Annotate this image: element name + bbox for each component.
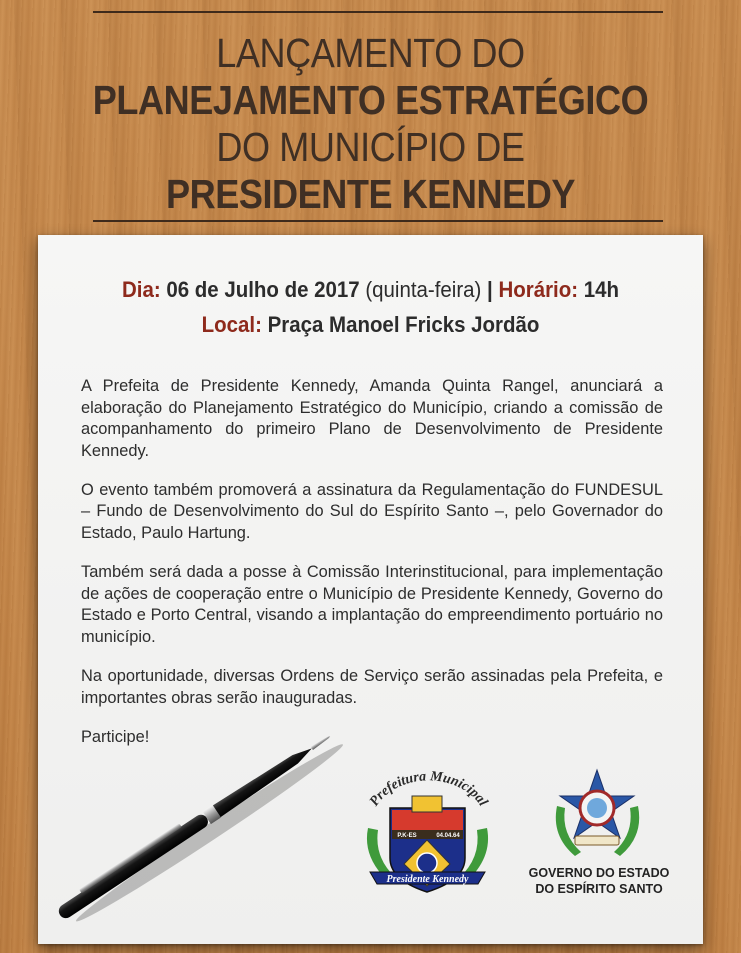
paragraph: Na oportunidade, diversas Ordens de Serviço serão assinadas pela Prefeita, e importantes obras serão inauguradas. <box>81 667 663 707</box>
place-label: Local: <box>201 312 262 337</box>
time-label: Horário: <box>498 277 579 302</box>
participe-text: Participe! <box>81 727 150 746</box>
day-label: Dia: <box>121 277 161 302</box>
governo-caption <box>520 865 678 897</box>
day-value: 06 de Julho de 2017 <box>166 277 360 302</box>
time-value: 14h <box>583 277 619 302</box>
separator: | <box>487 277 493 302</box>
place-value: Praça Manoel Fricks Jordão <box>267 312 540 337</box>
title-line-3: DO MUNICÍPIO DE <box>216 124 525 170</box>
weekday: (quinta-feira) <box>365 277 482 302</box>
title-line-4: PRESIDENTE KENNEDY <box>165 171 576 217</box>
prefeitura-code: P.K-ES <box>397 833 417 839</box>
paragraph: O evento também promoverá a assinatura da Regulamentação do FUNDESUL – Fundo de Desenvolvimento do Sul do Espírito Santo –, pelo Governador do Estado, Paulo Hartung. <box>81 480 663 543</box>
title-line-2: PLANEJAMENTO ESTRATÉGICO <box>92 77 649 123</box>
title-line-1: LANÇAMENTO DO <box>216 30 525 76</box>
governo-logo <box>545 766 650 866</box>
governo-line-2: DO ESPÍRITO SANTO <box>535 882 663 896</box>
prefeitura-logo <box>360 768 495 898</box>
paragraph: A Prefeita de Presidente Kennedy, Amanda Quinta Rangel, anunciará a elaboração do Planejamento Estratégico do Município, criando a comissão de acompanhamento do primeiro Plano de Desenvolvimento de Presidente Kennedy. <box>81 377 663 460</box>
governo-line-1: GOVERNO DO ESTADO <box>528 866 670 880</box>
prefeitura-arc-text: Prefeitura Municipal <box>366 769 491 810</box>
prefeitura-ribbon-text: Presidente Kennedy <box>386 874 469 885</box>
prefeitura-date: 04.04.64 <box>436 833 460 839</box>
paragraph: Também será dada a posse à Comissão Interinstitucional, para implementação de ações de cooperação entre o Município de Presidente Kennedy, Governo do Estado e Porto Central, visando a implantação do empreendimento portuário no município. <box>81 563 663 646</box>
